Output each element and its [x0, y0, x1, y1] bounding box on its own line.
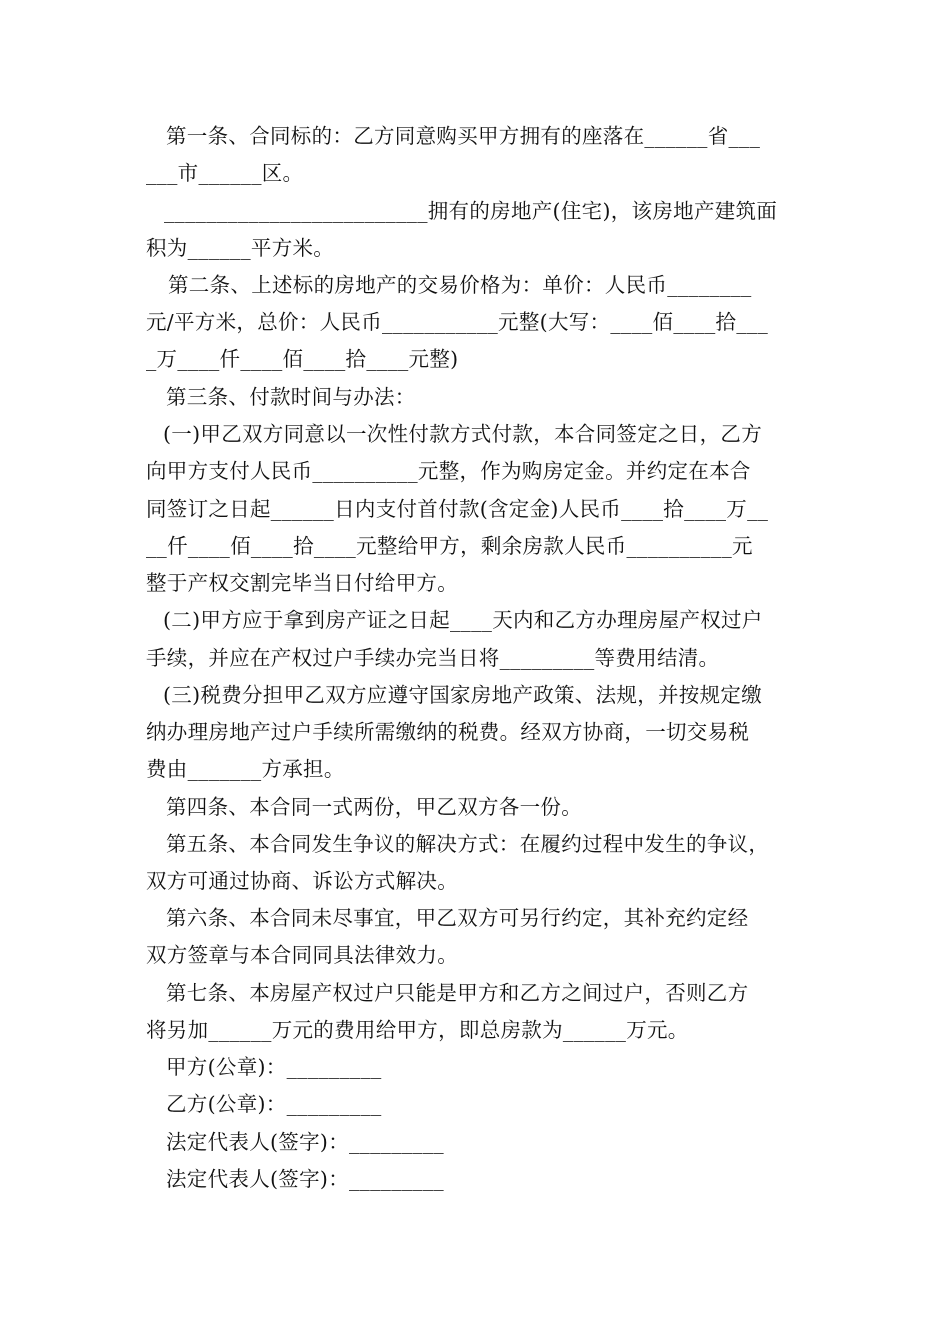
clause-3-1-line-2: 向甲方支付人民币__________元整，作为购房定金。并约定在本合 [146, 459, 751, 483]
party-b-seal-line: 乙方(公章)：_________ [166, 1092, 382, 1116]
legal-rep-signature-line-2: 法定代表人(签字)：_________ [166, 1167, 444, 1191]
clause-3-3-line-3: 费由_______方承担。 [146, 757, 345, 781]
clause-2-line-1: 第二条、上述标的房地产的交易价格为：单价：人民币________ [168, 273, 752, 297]
clause-3-1-line-4: __仟____佰____拾____元整给甲方，剩余房款人民币__________元 [146, 534, 753, 558]
clause-5-line-1: 第五条、本合同发生争议的解决方式：在履约过程中发生的争议， [166, 832, 770, 856]
clause-6-line-2: 双方签章与本合同同具法律效力。 [146, 943, 458, 967]
clause-3-heading: 第三条、付款时间与办法： [166, 385, 416, 409]
clause-3-2-line-1: (二)甲方应于拿到房产证之日起____天内和乙方办理房屋产权过户 [163, 608, 763, 632]
clause-3-3-line-1: (三)税费分担甲乙双方应遵守国家房地产政策、法规，并按规定缴 [163, 683, 762, 707]
clause-3-3-line-2: 纳办理房地产过户手续所需缴纳的税费。经双方协商，一切交易税 [146, 720, 750, 744]
clause-1-line-4: 积为______平方米。 [146, 236, 335, 260]
clause-3-2-line-2: 手续，并应在产权过户手续办完当日将_________等费用结清。 [146, 646, 720, 670]
clause-3-1-line-3: 同签订之日起______日内支付首付款(含定金)人民币____拾____万__ [146, 497, 769, 521]
clause-3-1-line-1: (一)甲乙双方同意以一次性付款方式付款，本合同签定之日，乙方 [163, 422, 762, 446]
clause-2-line-2: 元/平方米，总价：人民币___________元整(大写：____佰____拾___ [146, 310, 769, 334]
clause-1-line-3: _________________________拥有的房地产(住宅)，该房地产建筑面 [164, 199, 778, 223]
clause-7-line-1: 第七条、本房屋产权过户只能是甲方和乙方之间过户，否则乙方 [166, 981, 749, 1005]
clause-5-line-2: 双方可通过协商、诉讼方式解决。 [146, 869, 458, 893]
clause-4-line-1: 第四条、本合同一式两份，甲乙双方各一份。 [166, 795, 582, 819]
clause-3-1-line-5: 整于产权交割完毕当日付给甲方。 [146, 571, 458, 595]
clause-7-line-2: 将另加______万元的费用给甲方，即总房款为______万元。 [146, 1018, 689, 1042]
clause-1-line-1: 第一条、合同标的：乙方同意购买甲方拥有的座落在______省___ [166, 124, 761, 148]
clause-1-line-2: ___市______区。 [146, 161, 304, 185]
clause-6-line-1: 第六条、本合同未尽事宜，甲乙双方可另行约定，其补充约定经 [166, 906, 749, 930]
legal-rep-signature-line-1: 法定代表人(签字)：_________ [166, 1130, 444, 1154]
clause-2-line-3: _万____仟____佰____拾____元整) [146, 347, 459, 371]
party-a-seal-line: 甲方(公章)：_________ [166, 1055, 382, 1079]
